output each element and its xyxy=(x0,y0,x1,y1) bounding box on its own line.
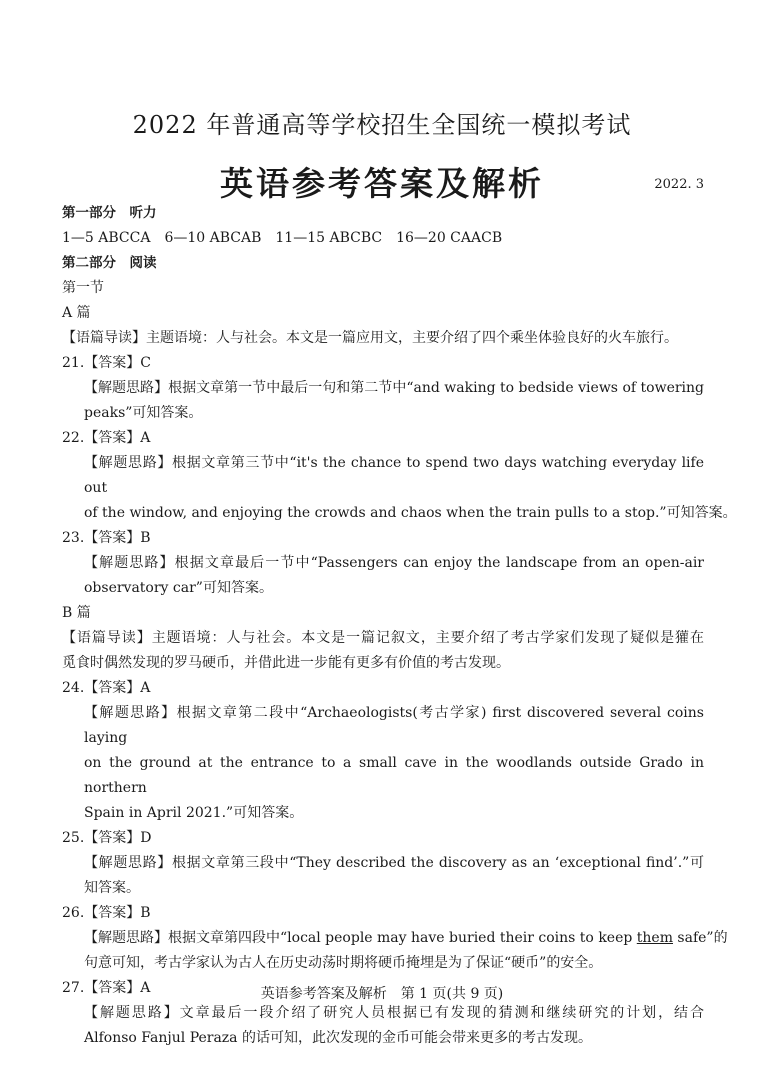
q26-analysis-text-a: 【解题思路】根据文章第四段中“local people may have buried their coins to keep xyxy=(84,930,637,946)
q25-analysis-line2: 知答案。 xyxy=(84,880,140,896)
q26-analysis-line2: 句意可知，考古学家认为古人在历史动荡时期将硬币掩埋是为了保证“硬币”的安全。 xyxy=(84,955,603,971)
q26-underlined-word: them xyxy=(636,930,673,946)
q23-analysis-line2: observatory car”可知答案。 xyxy=(84,580,273,596)
q25-answer: 25.【答案】D xyxy=(62,830,152,846)
q23-answer: 23.【答案】B xyxy=(62,530,151,546)
q23-analysis-line1: 【解题思路】根据文章最后一节中“Passengers can enjoy the landscape from an open-air xyxy=(84,555,704,571)
document-title: 英语参考答案及解析 xyxy=(220,164,544,203)
passage-a-guide: 【语篇导读】主题语境：人与社会。本文是一篇应用文，主要介绍了四个乘坐体验良好的火车旅行。 xyxy=(62,330,678,346)
q22-analysis-line1: 【解题思路】根据文章第三节中“it's the chance to spend two days watching everyday life out xyxy=(84,455,704,496)
q27-analysis-line2: Alfonso Fanjul Peraza 的话可知，此次发现的金币可能会带来更多的考古发现。 xyxy=(84,1030,592,1046)
q26-answer: 26.【答案】B xyxy=(62,905,151,921)
q21-answer: 21.【答案】C xyxy=(62,355,151,371)
q24-analysis-line1: 【解题思路】根据文章第二段中“Archaeologists(考古学家) first discovered several coins laying xyxy=(84,705,704,746)
answer-content xyxy=(62,201,737,1051)
q24-analysis-line2: on the ground at the entrance to a small cave in the woodlands outside Grado in northern xyxy=(84,755,704,796)
passage-b-label: B 篇 xyxy=(62,605,91,621)
q21-analysis-line2: peaks”可知答案。 xyxy=(84,405,203,421)
q21-analysis-line1: 【解题思路】根据文章第一节中最后一句和第二节中“and waking to bedside views of towering xyxy=(84,380,704,396)
passage-a-label: A 篇 xyxy=(62,305,91,321)
section-label: 第一节 xyxy=(62,280,104,296)
q24-answer: 24.【答案】A xyxy=(62,680,151,696)
q22-analysis-line2: of the window, and enjoying the crowds and chaos when the train pulls to a stop.”可知答案。 xyxy=(84,505,737,521)
part2-heading: 第二部分 阅读 xyxy=(62,255,157,271)
passage-b-guide-line2: 觅食时偶然发现的罗马硬币，并借此进一步能有更多有价值的考古发现。 xyxy=(62,655,510,671)
q27-analysis-line1: 【解题思路】文章最后一段介绍了研究人员根据已有发现的猜测和继续研究的计划，结合 xyxy=(84,1005,704,1021)
q26-analysis-text-c: safe”的 xyxy=(672,930,728,946)
listening-answers: 1—5 ABCCA 6—10 ABCAB 11—15 ABCBC 16—20 CAACB xyxy=(62,230,503,246)
page-footer: 英语参考答案及解析 第 1 页(共 9 页) xyxy=(260,986,504,1002)
part1-heading: 第一部分 听力 xyxy=(62,205,157,221)
q22-answer: 22.【答案】A xyxy=(62,430,151,446)
exam-title: 2022 年普通高等学校招生全国统一模拟考试 xyxy=(132,111,632,139)
q27-answer: 27.【答案】A xyxy=(62,980,151,996)
document-date: 2022. 3 xyxy=(654,177,704,192)
passage-b-guide-line1: 【语篇导读】主题语境：人与社会。本文是一篇记叙文，主要介绍了考古学家们发现了疑似是獾在 xyxy=(62,630,704,646)
q26-analysis-line1 xyxy=(62,926,728,951)
q25-analysis-line1: 【解题思路】根据文章第三段中“They described the discovery as an ‘exceptional find’.”可 xyxy=(84,855,704,871)
q24-analysis-line3: Spain in April 2021.”可知答案。 xyxy=(84,805,304,821)
